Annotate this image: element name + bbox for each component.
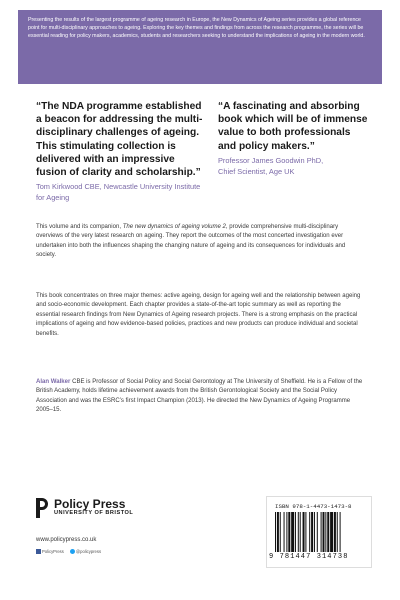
facebook-icon: [36, 549, 41, 554]
barcode-block: [266, 496, 372, 568]
p1-end: , provide comprehensive multi-disciplinary overviews of the very latest research on ageing. They report the outcomes of the most concerted investigation ever undertaken into both the influences shaping the changing nature of ageing and its consequences for individuals and society.: [36, 224, 346, 259]
twitter-link: [70, 549, 101, 554]
policy-press-logo-icon: [34, 496, 50, 518]
quote-left: [36, 100, 206, 203]
series-description: Presenting the results of the largest programme of ageing research in Europe, the New Dynamics of Ageing series provides a global reference point for multi-disciplinary approaches to ageing. Exploring the key themes and findings from across the research programme, the series will be essential reading for policy makers, academics, students and researchers seeking to understand the implications of ageing in the modern world.: [28, 17, 365, 40]
publisher-website: www.policypress.co.uk: [36, 537, 97, 543]
facebook-handle: PolicyPress: [42, 549, 64, 554]
facebook-link: [36, 549, 64, 554]
body-paragraph-2: [36, 292, 366, 339]
barcode-icon: [275, 512, 363, 552]
author-bio: [36, 378, 366, 416]
isbn: ISBN 978-1-4473-1473-8: [275, 503, 352, 510]
social-links: [36, 549, 101, 554]
body-paragraph-1: [36, 223, 366, 261]
publisher-name: Policy Press: [54, 497, 126, 511]
p2-text: This book concentrates on three major themes: active ageing, design for ageing well and the relationship between ageing and socio-economic development. Each chapter provides a state-of-the-art topic summary as well as reporting the essential research findings from New Dynamics of Ageing research projects. There is a strong emphasis on the practical implications of ageing and how evidence-based policies, practices and new products can produce individual and societal benefits.: [36, 293, 361, 337]
quote-left-attribution: Tom Kirkwood CBE, Newcastle University Institute for Ageing: [36, 182, 201, 203]
companion-title: The new dynamics of ageing volume 2: [122, 224, 226, 230]
series-description-band: [18, 10, 382, 84]
twitter-icon: [70, 549, 75, 554]
barcode-digits: 9 781447 314738: [269, 553, 349, 561]
publisher-logo: [34, 496, 133, 518]
quote-right-attribution: [218, 155, 368, 177]
quote-right-attribution-line1: Professor James Goodwin PhD,: [218, 155, 324, 165]
author-name: Alan Walker: [36, 379, 71, 385]
quote-right: [218, 100, 368, 177]
quote-right-attribution-line2: Chief Scientist, Age UK: [218, 166, 295, 176]
author-bio-text: CBE is Professor of Social Policy and Social Gerontology at The University of Sheffield. He is a Fellow of the British Academy, holds lifetime achievement awards from the British Gerontological Society and the Social Policy Association and was the ESRC’s first Impact Champion (2013). He directed the New Dynamics of Ageing Programme 2005–15.: [36, 379, 363, 414]
publisher-sub: UNIVERSITY OF BRISTOL: [54, 510, 134, 516]
quote-right-text: “A fascinating and absorbing book which will be of immense value to both professionals and policy makers.”: [218, 101, 368, 152]
p1-start: This volume and its companion,: [36, 224, 123, 230]
twitter-handle: @policypress: [75, 549, 102, 554]
quote-left-text: “The NDA programme established a beacon for addressing the multi-disciplinary challenges of ageing. This stimulating collection is delivered with an impressive fusion of clarity and scholarship.”: [36, 101, 203, 179]
